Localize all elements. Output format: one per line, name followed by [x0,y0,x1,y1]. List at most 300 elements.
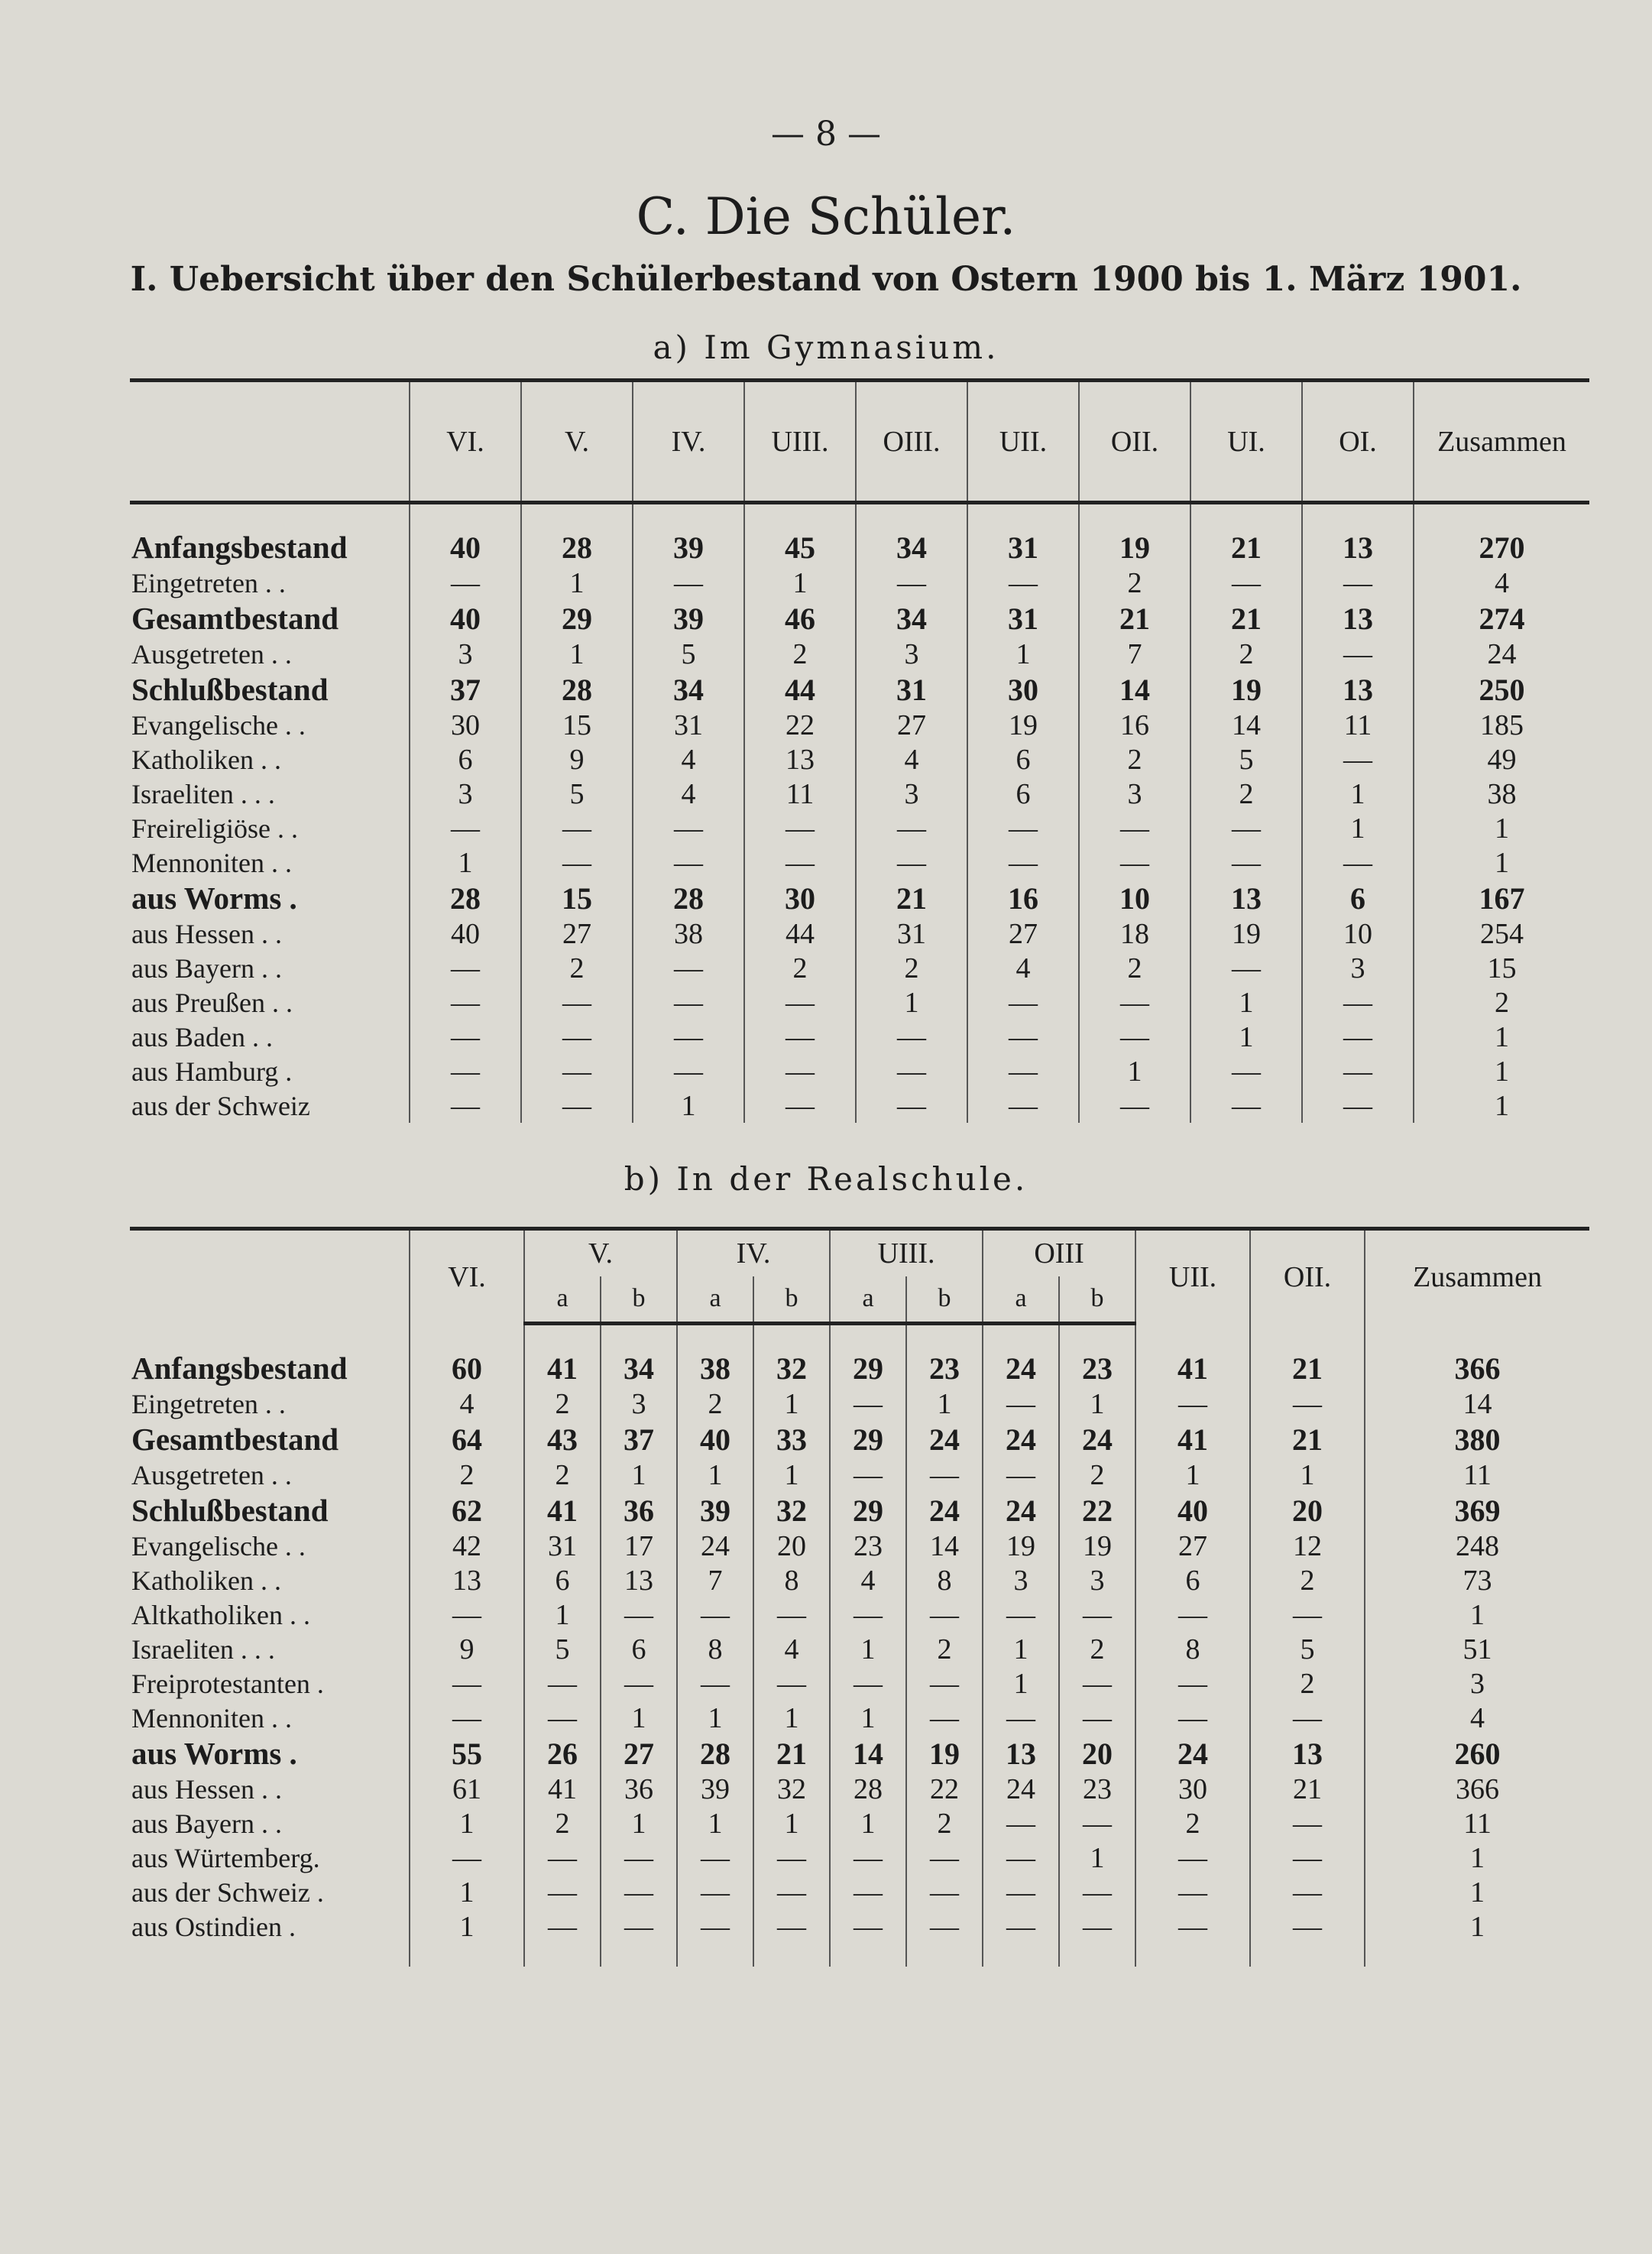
table-cell: 6 [967,742,1079,777]
table-cell: 1 [753,1386,830,1421]
table-cell: 260 [1454,1736,1501,1771]
table-cell: 7 [677,1563,753,1597]
table-cell: 2 [1059,1458,1135,1492]
row-label: Gesamtbestand [130,600,410,637]
table-row [130,1386,1589,1421]
table-cell: — [1250,1840,1365,1875]
table-cell: 1 [830,1701,906,1735]
table-cell: 250 [1479,672,1525,707]
table-cell: 13 [983,1735,1059,1772]
table-cell: 24 [1487,637,1517,670]
table-cell: 1 [601,1806,677,1840]
table-cell: 6 [410,742,521,777]
table-cell: 39 [677,1772,753,1806]
table-cell: 4 [830,1563,906,1597]
table-cell: 51 [1463,1633,1492,1665]
table-cell: — [856,845,967,880]
table-cell: 1 [524,1597,601,1632]
row-label: aus Hamburg . [130,1054,410,1088]
table-cell: 1 [983,1666,1059,1701]
table-row [130,880,1589,916]
subcolumn-b: b [1059,1276,1135,1324]
table-cell: 8 [906,1563,983,1597]
table-cell: 185 [1480,709,1524,741]
table-cell: 1 [410,845,521,880]
table-cell: 5 [633,637,744,671]
table-cell: 1 [753,1458,830,1492]
table-cell: 13 [744,742,856,777]
table-cell: 2 [1079,742,1190,777]
table-cell: — [1302,845,1414,880]
column-header: UIII. [744,381,856,503]
table-cell: 1 [967,637,1079,671]
table-cell: — [830,1458,906,1492]
table-cell: 1 [601,1458,677,1492]
table-cell: 29 [830,1350,906,1386]
table-cell: — [1250,1597,1365,1632]
column-header: UIII. [830,1229,983,1276]
table-row [130,1020,1589,1054]
table-cell: — [830,1840,906,1875]
column-header: OIII. [856,381,967,503]
table-row [130,1701,1589,1735]
table-row [130,1421,1589,1458]
table-row [130,916,1589,951]
table-cell: 1 [1190,985,1302,1020]
table-cell: — [677,1875,753,1909]
table-cell: 4 [633,777,744,811]
table-cell: — [1302,742,1414,777]
row-label: aus Worms . [130,1735,410,1772]
table-cell: 24 [983,1350,1059,1386]
table-cell: 60 [410,1350,524,1386]
table-cell: — [1079,1088,1190,1123]
table-cell: 20 [1250,1492,1365,1529]
table-cell: — [856,1054,967,1088]
table-cell: 38 [1487,777,1517,810]
table-cell: 1 [1495,1055,1509,1088]
table-cell: — [1135,1597,1250,1632]
column-header: Zusammen [1414,381,1589,503]
row-label: Eingetreten . . [130,566,410,600]
table-cell: 20 [753,1529,830,1563]
table-row [130,1492,1589,1529]
spacer-row [130,1324,1589,1351]
table-cell: — [983,1909,1059,1944]
table-cell: — [906,1458,983,1492]
table-row [130,1088,1589,1123]
table-cell: — [410,1054,521,1088]
table-cell: — [967,811,1079,845]
subcolumn-a: a [524,1276,601,1324]
row-label: Ausgetreten . . [130,637,410,671]
table-cell: — [1135,1701,1250,1735]
table-cell: — [410,1840,524,1875]
table-cell: 3 [410,637,521,671]
row-label: Mennoniten . . [130,1701,410,1735]
column-header: OII. [1250,1229,1365,1324]
table-cell: 2 [1079,566,1190,600]
table-cell: 38 [677,1350,753,1386]
table-cell: 45 [744,529,856,566]
table-cell: — [1059,1701,1135,1735]
table-cell: 31 [967,529,1079,566]
table-cell: 39 [633,529,744,566]
table-cell: 1 [521,566,633,600]
table-row [130,1909,1589,1944]
table-cell: 21 [1190,600,1302,637]
column-header: Zusammen [1365,1229,1589,1324]
table-cell: 31 [856,671,967,708]
table-cell: 1 [1250,1458,1365,1492]
table-cell: 37 [601,1421,677,1458]
realschule-title: b) In der Realschule. [624,1160,1028,1198]
table-cell: 1 [753,1701,830,1735]
table-cell: 8 [753,1563,830,1597]
table-cell: — [856,811,967,845]
table-row [130,742,1589,777]
table-row [130,985,1589,1020]
table-cell: — [906,1701,983,1735]
gymnasium-table [130,378,1589,1123]
table-cell: 16 [967,880,1079,916]
table-cell: 1 [830,1632,906,1666]
table-cell: — [524,1666,601,1701]
table-cell: 34 [856,600,967,637]
table-row [130,566,1589,600]
table-cell: — [410,566,521,600]
table-cell: — [601,1597,677,1632]
table-cell: 2 [1190,637,1302,671]
table-cell: 2 [1250,1563,1365,1597]
table-cell: 2 [1079,951,1190,985]
table-cell: — [521,811,633,845]
table-cell: 32 [753,1492,830,1529]
table-cell: 27 [1135,1529,1250,1563]
table-cell: 19 [983,1529,1059,1563]
table-cell: 13 [601,1563,677,1597]
table-cell: 1 [983,1632,1059,1666]
table-cell: 24 [906,1492,983,1529]
table-cell: 2 [524,1458,601,1492]
row-label: aus Ostindien . [130,1909,410,1944]
table-cell: 16 [1079,708,1190,742]
row-label: Mennoniten . . [130,845,410,880]
table-cell: 19 [906,1735,983,1772]
table-cell: 37 [410,671,521,708]
table-cell: 28 [521,671,633,708]
table-cell: 2 [1495,986,1509,1019]
table-cell: — [983,1386,1059,1421]
table-cell: 2 [1135,1806,1250,1840]
table-cell: 39 [633,600,744,637]
table-cell: 21 [1250,1421,1365,1458]
table-cell: — [1059,1666,1135,1701]
row-label: Eingetreten . . [130,1386,410,1421]
table-cell: 1 [677,1806,753,1840]
table-cell: — [1302,566,1414,600]
table-cell: 13 [1302,529,1414,566]
table-cell: — [1302,985,1414,1020]
table-row [130,1563,1589,1597]
row-label: Israeliten . . . [130,777,410,811]
table-cell: — [1190,845,1302,880]
page-number: — 8 — [771,115,881,154]
table-cell: — [906,1666,983,1701]
column-header: UI. [1190,381,1302,503]
row-label: aus Baden . . [130,1020,410,1054]
table-cell: 34 [633,671,744,708]
table-cell: — [906,1875,983,1909]
table-cell: 28 [830,1772,906,1806]
table-cell: — [744,811,856,845]
table-cell: — [753,1666,830,1701]
table-cell: — [1250,1806,1365,1840]
table-cell: 64 [410,1421,524,1458]
table-cell: — [633,951,744,985]
table-cell: — [744,1054,856,1088]
row-label: Anfangsbestand [130,529,410,566]
column-header: UII. [1135,1229,1250,1324]
table-cell: 15 [521,880,633,916]
table-row [130,777,1589,811]
row-label: Katholiken . . [130,742,410,777]
table-cell: 1 [856,985,967,1020]
table-cell: 1 [410,1909,524,1944]
table-cell: 2 [1190,777,1302,811]
table-cell: 369 [1454,1493,1501,1528]
realschule-table [130,1227,1589,1967]
table-cell: 33 [753,1421,830,1458]
table-row [130,1350,1589,1386]
table-cell: 40 [410,529,521,566]
table-cell: — [744,845,856,880]
row-label: aus der Schweiz [130,1088,410,1123]
table-cell: — [410,1666,524,1701]
table-row [130,1458,1589,1492]
row-label: Altkatholiken . . [130,1597,410,1632]
table-cell: 1 [1495,846,1509,879]
table-cell: — [1190,811,1302,845]
table-cell: — [967,985,1079,1020]
table-row [130,1840,1589,1875]
table-cell: 1 [1470,1876,1485,1909]
gymnasium-title: a) Im Gymnasium. [653,329,999,366]
table-row [130,1875,1589,1909]
table-cell: — [983,1840,1059,1875]
table-cell: 2 [1250,1666,1365,1701]
table-cell: 22 [1059,1492,1135,1529]
table-cell: 29 [830,1492,906,1529]
table-cell: 40 [410,916,521,951]
table-cell: 14 [1079,671,1190,708]
table-cell: 4 [856,742,967,777]
table-row [130,637,1589,671]
table-cell: — [830,1597,906,1632]
table-cell: 24 [983,1492,1059,1529]
table-cell: 19 [1079,529,1190,566]
table-cell: 6 [1302,880,1414,916]
table-cell: 1 [677,1701,753,1735]
table-cell: 10 [1302,916,1414,951]
table-cell: 2 [856,951,967,985]
table-cell: — [983,1701,1059,1735]
table-cell: 44 [744,916,856,951]
table-cell: 23 [906,1350,983,1386]
table-cell: — [633,566,744,600]
table-cell: — [677,1666,753,1701]
table-cell: — [1059,1909,1135,1944]
table-cell: 5 [1190,742,1302,777]
table-cell: — [521,845,633,880]
table-cell: 1 [601,1701,677,1735]
table-cell: 2 [410,1458,524,1492]
table-row [130,951,1589,985]
table-cell: 24 [983,1772,1059,1806]
table-cell: 23 [1059,1350,1135,1386]
table-cell: 19 [967,708,1079,742]
table-cell: — [1190,566,1302,600]
table-cell: 23 [830,1529,906,1563]
table-cell: 3 [601,1386,677,1421]
table-cell: — [633,1020,744,1054]
table-cell: — [601,1875,677,1909]
table-cell: 1 [744,566,856,600]
table-cell: 254 [1480,917,1524,950]
table-cell: 31 [856,916,967,951]
table-row [130,1054,1589,1088]
table-cell: 2 [677,1386,753,1421]
table-row [130,1735,1589,1772]
column-header: OI. [1302,381,1414,503]
table-cell: 28 [677,1735,753,1772]
table-row [130,845,1589,880]
table-cell: 9 [410,1632,524,1666]
table-cell: 6 [601,1632,677,1666]
table-cell: — [967,1020,1079,1054]
table-cell: — [1079,811,1190,845]
table-cell: 366 [1456,1772,1500,1805]
row-label: Ausgetreten . . [130,1458,410,1492]
table-cell: 24 [1135,1735,1250,1772]
table-cell: 30 [744,880,856,916]
table-cell: 5 [521,777,633,811]
table-cell: 36 [601,1772,677,1806]
row-label: Katholiken . . [130,1563,410,1597]
table-cell: 41 [1135,1350,1250,1386]
table-cell: 1 [1302,777,1414,811]
table-cell: — [967,1054,1079,1088]
table-cell: 4 [1495,566,1509,599]
table-cell: 18 [1079,916,1190,951]
row-label: Gesamtbestand [130,1421,410,1458]
table-cell: 46 [744,600,856,637]
table-cell: 40 [410,600,521,637]
table-row [130,1632,1589,1666]
table-cell: 11 [1302,708,1414,742]
table-cell: 24 [1059,1421,1135,1458]
subcolumn-b: b [601,1276,677,1324]
table-cell: 43 [524,1421,601,1458]
table-cell: 27 [601,1735,677,1772]
table-cell: 274 [1479,601,1525,636]
table-cell: 34 [601,1350,677,1386]
table-cell: 5 [524,1632,601,1666]
table-cell: — [1135,1840,1250,1875]
table-cell: — [410,1020,521,1054]
column-header: IV. [633,381,744,503]
table-cell: — [1135,1666,1250,1701]
header-label-cell [130,1229,410,1324]
table-cell: 29 [830,1421,906,1458]
table-cell: 380 [1454,1422,1501,1457]
table-cell: 13 [1190,880,1302,916]
table-cell: 6 [524,1563,601,1597]
table-cell: 27 [856,708,967,742]
table-cell: 9 [521,742,633,777]
table-cell: 6 [967,777,1079,811]
table-cell: — [410,811,521,845]
table-cell: 1 [1495,812,1509,845]
table-cell: 366 [1454,1351,1501,1386]
row-label: aus der Schweiz . [130,1875,410,1909]
row-label: aus Bayern . . [130,951,410,985]
table-cell: 24 [677,1529,753,1563]
table-cell: 41 [524,1772,601,1806]
table-cell: 42 [410,1529,524,1563]
column-header: VI. [410,381,521,503]
table-row [130,600,1589,637]
table-cell: — [521,1054,633,1088]
table-cell: — [410,1597,524,1632]
subcolumn-a: a [677,1276,753,1324]
table-cell: — [856,1088,967,1123]
table-cell: — [1250,1701,1365,1735]
table-cell: — [633,1054,744,1088]
table-cell: 20 [1059,1735,1135,1772]
table-cell: 28 [521,529,633,566]
table-cell: 17 [601,1529,677,1563]
table-cell: 3 [410,777,521,811]
row-label: aus Bayern . . [130,1806,410,1840]
table-cell: 4 [633,742,744,777]
table-cell: — [1190,951,1302,985]
table-cell: 4 [1470,1701,1485,1734]
table-cell: 1 [906,1386,983,1421]
table-cell: — [1302,637,1414,671]
table-cell: — [521,1088,633,1123]
table-cell: 28 [410,880,521,916]
table-cell: 62 [410,1492,524,1529]
table-cell: — [524,1909,601,1944]
row-label: aus Preußen . . [130,985,410,1020]
table-row [130,811,1589,845]
column-header: V. [521,381,633,503]
row-label: Evangelische . . [130,708,410,742]
table-cell: — [830,1386,906,1421]
table-cell: — [601,1840,677,1875]
table-cell: 3 [856,637,967,671]
row-label: Freireligiöse . . [130,811,410,845]
row-label: Freiprotestanten . [130,1666,410,1701]
table-cell: 21 [1190,529,1302,566]
subcolumn-a: a [830,1276,906,1324]
column-header: VI. [410,1229,524,1324]
table-cell: — [1079,985,1190,1020]
table-cell: 1 [1079,1054,1190,1088]
table-cell: 1 [1135,1458,1250,1492]
table-cell: 1 [521,637,633,671]
